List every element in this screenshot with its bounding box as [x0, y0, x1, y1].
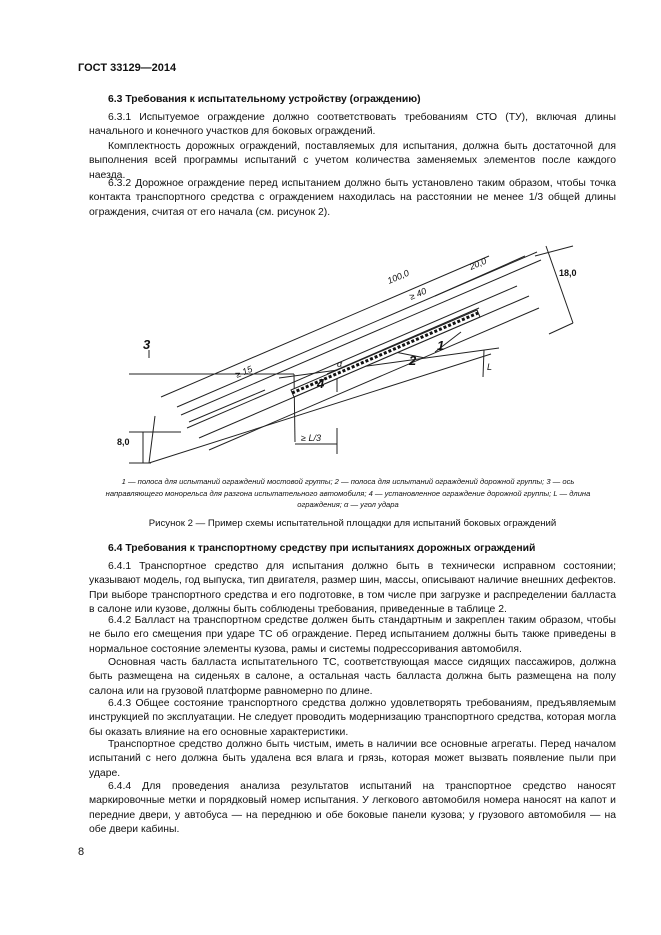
lane-line-b [187, 286, 517, 428]
paragraph-6-4-1: 6.4.1 Транспортное средство для испытания должно быть в технически исправном состоянии; указывают модель, год выпуска, тип двигателя, размер шин, массы, описывают наличие внешних дефектов. При выборе транспортного средства и его подготовке, в том числе при загрузке и распределении балласта в салоне или кузове, должны быть соблюдены требования, приведенные в таблице 2. [89, 561, 616, 616]
label-dim-l3: ≥ L/3 [301, 433, 321, 443]
paragraph-6-3-1-completeness: Комплектность дорожных ограждений, поставляемых для испытания, должна быть достаточной для выполнения всей программы испытаний с учетом количества заменяемых элементов после каждого наезда. [89, 141, 616, 181]
figure-caption: Рисунок 2 — Пример схемы испытательной площадки для испытаний боковых ограждений [148, 518, 557, 529]
label-alpha: α [337, 359, 343, 369]
label-dim-15: ≥ 15 [233, 363, 254, 380]
label-number-1: 1 [437, 338, 445, 353]
ext-line-18-top [535, 246, 573, 256]
label-dim-40: ≥ 40 [407, 285, 428, 302]
lane-line-d [209, 308, 539, 450]
ext-line-l [483, 350, 484, 377]
section-heading-6-4: 6.4 Требования к транспортному средству при испытаниях дорожных ограждений [108, 543, 536, 554]
paragraph-vehicle-clean: Транспортное средство должно быть чистым, иметь в наличии все основные агрегаты. Перед началом испытаний с него должна быть удалена вся влага и грязь, которая может вызвать появление пыли при ударе. [89, 739, 616, 779]
lane-outer-line [177, 252, 537, 407]
label-L: L [487, 362, 493, 372]
document-header: ГОСТ 33129—2014 [78, 62, 177, 74]
paragraph-6-3-1: 6.3.1 Испытуемое ограждение должно соответствовать требованиям СТО (ТУ), включая длины начального и конечного участков для боковых ограждений. [89, 112, 616, 138]
page-number: 8 [78, 846, 85, 858]
label-number-2: 2 [409, 353, 417, 368]
label-dim-18: 18,0 [559, 268, 577, 278]
paragraph-6-4-3: 6.4.3 Общее состояние транспортного средства должно удовлетворять требованиям, предъявляемым инструкцией по эксплуатации. Не следует проводить модернизацию транспортного средства, которая могла бы оказать влияние на его основные характеристики. [89, 698, 616, 738]
ext-line-left [149, 416, 155, 463]
paragraph-6-4-4: 6.4.4 Для проведения анализа результатов испытаний на транспортное средство наносят маркировочные метки и порядковый номер испытания. У легкового автомобиля номера наносят на капот и передние двери, у автобуса — на переднюю и обе боковые панели кузова; у грузового автомобиля — на обе двери кабины. [89, 781, 616, 836]
ext-line-l3-left [294, 374, 295, 442]
paragraph-6-4-2: 6.4.2 Балласт на транспортном средстве должен быть стандартным и закреплен таким образом, чтобы не было его смещения при ударе ТС об ограждение. Перед испытанием должны быть также приведены в нормальное состояние элементы кузова, рамы и системы подрессоривания автомобиля. [89, 615, 616, 655]
test-site-scheme [89, 232, 609, 472]
label-dim-20: 20,0 [467, 255, 488, 272]
dim-line-18 [546, 246, 573, 323]
label-dim-8: 8,0 [117, 437, 130, 447]
paragraph-ballast: Основная часть балласта испытательного ТС, соответствующая массе сидящих пассажиров, должна быть размещена на сиденьях в салоне, а остальная часть балласта должна быть размещена на полу салона или на грузовой платформе равномерно по длине. [89, 657, 616, 697]
paragraph-6-3-2: 6.3.2 Дорожное ограждение перед испытанием должно быть установлено таким образом, чтобы точка контакта транспортного средства с ограждением находилась на расстоянии не менее 1/3 общей длины ограждения, считая от его начала (см. рисунок 2). [89, 178, 616, 218]
lane-line-a [181, 260, 541, 415]
section-heading-6-3: 6.3 Требования к испытательному устройству (ограждению) [108, 94, 421, 105]
figure-2-diagram [89, 232, 609, 472]
label-number-4: 4 [317, 376, 325, 391]
label-dim-100: 100,0 [385, 267, 411, 286]
ext-line-18-bottom [549, 323, 573, 334]
dim-line-40 [327, 308, 479, 374]
label-number-3: 3 [143, 337, 151, 352]
figure-legend: 1 — полоса для испытаний ограждений мостовой группы; 2 — полоса для испытаний ограждений дорожной группы; 3 — ось направляющего монорельса для разгона испытательного автомобиля; 4 — установленное ограждение дорожной группы; L — длина ограждения; α — угол удара [105, 477, 591, 509]
